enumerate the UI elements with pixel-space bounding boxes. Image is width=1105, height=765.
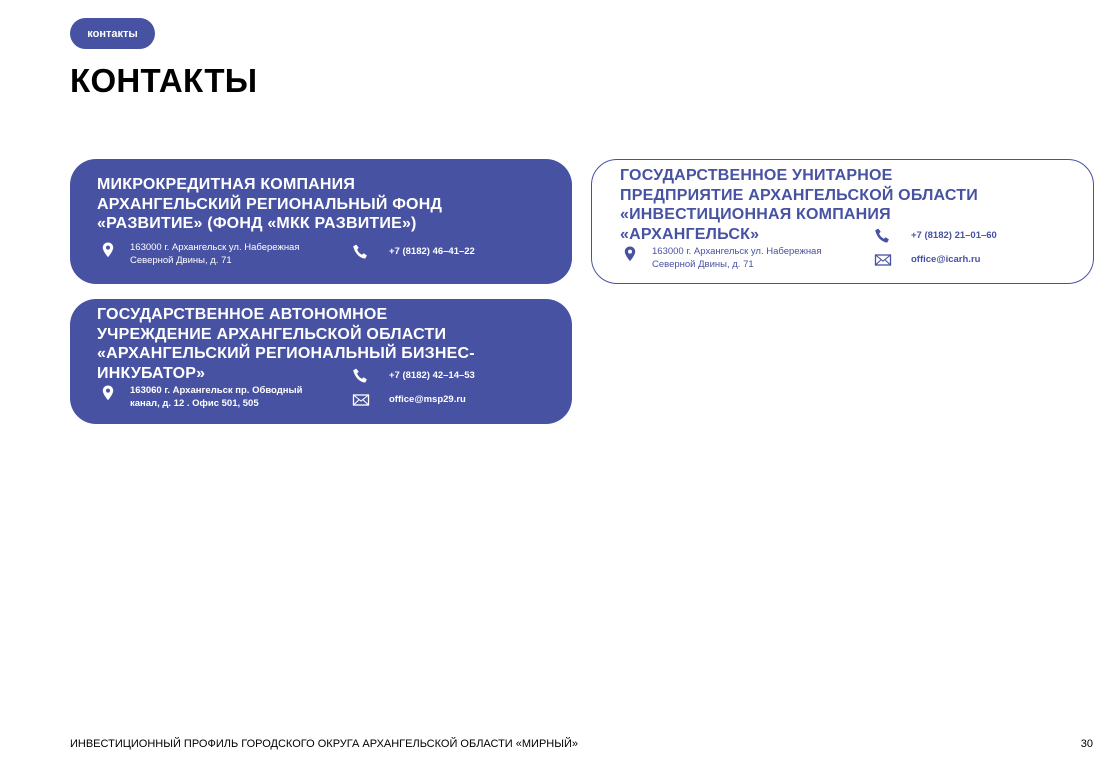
email-row [874,251,980,269]
phone-row [352,243,475,261]
address-text: 163000 г. Архангельск ул. Набережная Северной Двины, д. 71 [652,246,822,270]
section-tag: контакты [70,18,155,49]
phone-number[interactable]: +7 (8182) 46–41–22 [389,246,475,257]
address-text: 163060 г. Архангельск пр. Обводный канал, д. 12 . Офис 501, 505 [130,385,303,409]
phone-icon [352,367,370,385]
phone-number[interactable]: +7 (8182) 42–14–53 [389,370,475,381]
contact-card-business-incubator [70,299,572,424]
address-row [99,384,302,410]
email-link[interactable]: office@icarh.ru [911,254,981,265]
phone-row [352,367,475,385]
card-title: МИКРОКРЕДИТНАЯ КОМПАНИЯ АРХАНГЕЛЬСКИЙ РЕГИОНАЛЬНЫЙ ФОНД «РАЗВИТИЕ» (ФОНД «МКК РАЗВИТИЕ») [97,176,443,232]
envelope-icon [874,251,892,269]
card-title: ГОСУДАРСТВЕННОЕ УНИТАРНОЕ ПРЕДПРИЯТИЕ АРХАНГЕЛЬСКОЙ ОБЛАСТИ «ИНВЕСТИЦИОННАЯ КОМПАНИЯ «АРХАНГЕЛЬСК» [620,167,978,243]
contact-card-fond-razvitie [70,159,572,284]
card-title: ГОСУДАРСТВЕННОЕ АВТОНОМНОЕ УЧРЕЖДЕНИЕ АРХАНГЕЛЬСКОЙ ОБЛАСТИ «АРХАНГЕЛЬСКИЙ РЕГИОНАЛЬНЫЙ БИЗНЕС- ИНКУБАТОР» [97,306,475,382]
page-number: 30 [1080,738,1093,750]
address-row [99,241,300,267]
address-text: 163000 г. Архангельск ул. Набережная Северной Двины, д. 71 [130,242,300,266]
page-title: КОНТАКТЫ [70,62,258,99]
phone-row [874,227,997,245]
address-row [621,245,822,271]
phone-icon [352,243,370,261]
envelope-icon [352,391,370,409]
contact-card-investment-company [591,159,1094,284]
footer-text: ИНВЕСТИЦИОННЫЙ ПРОФИЛЬ ГОРОДСКОГО ОКРУГА АРХАНГЕЛЬСКОЙ ОБЛАСТИ «МИРНЫЙ» [70,738,578,750]
email-row [352,391,466,409]
email-link[interactable]: office@msp29.ru [389,394,466,405]
location-pin-icon [99,384,117,402]
location-pin-icon [621,245,639,263]
phone-number[interactable]: +7 (8182) 21–01–60 [911,230,997,241]
location-pin-icon [99,241,117,259]
phone-icon [874,227,892,245]
